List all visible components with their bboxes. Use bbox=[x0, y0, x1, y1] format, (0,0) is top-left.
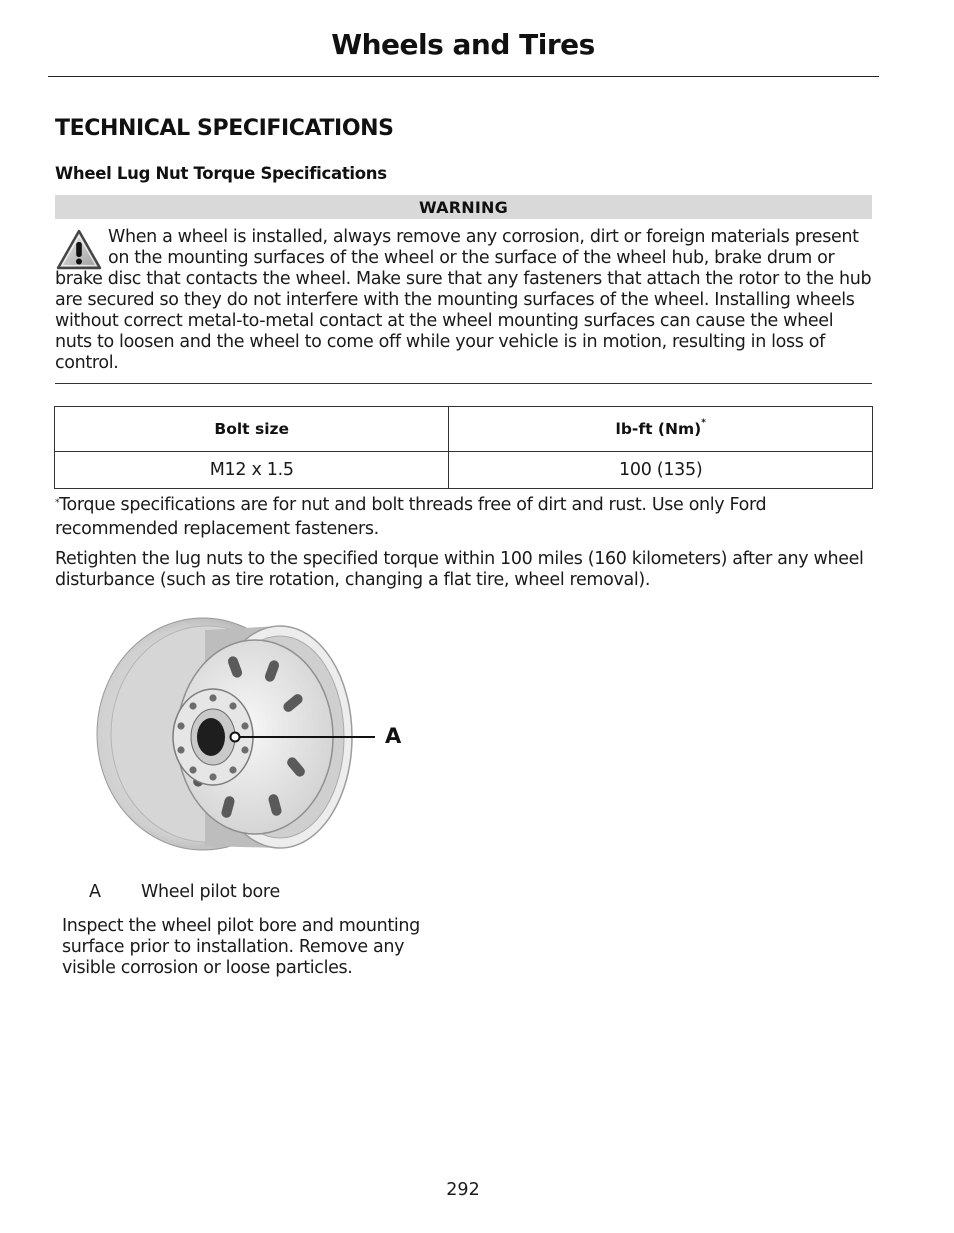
callout-label-a: A bbox=[385, 724, 402, 748]
warning-divider bbox=[55, 383, 872, 384]
warning-label: WARNING bbox=[55, 195, 872, 219]
table-cell-torque: 100 (135) bbox=[449, 452, 873, 489]
table-cell-bolt-size: M12 x 1.5 bbox=[55, 452, 449, 489]
legend-label: Wheel pilot bore bbox=[141, 882, 280, 902]
table-header-torque: lb-ft (Nm)* bbox=[449, 407, 873, 452]
page-number: 292 bbox=[446, 1180, 480, 1200]
legend-key: A bbox=[89, 882, 101, 902]
warning-text: When a wheel is installed, always remove any corrosion, dirt or foreign materials present on the mounting surfaces of the wheel or the surface of the wheel hub, brake drum or brake disc that contacts the wheel. Make sure that any fasteners that attach the rotor to the hub are secured so they do not interfere with the mounting surfaces of the wheel. Installing wheels without correct metal-to-metal contact at the wheel mounting surfaces can cause the wheel nuts to loosen and the wheel to come off while your vehicle is in motion, resulting in loss of control. bbox=[55, 227, 872, 373]
page-title: Wheels and Tires bbox=[331, 28, 595, 61]
table-header-bolt-size: Bolt size bbox=[55, 407, 449, 452]
torque-spec-table bbox=[54, 406, 873, 489]
retighten-paragraph: Retighten the lug nuts to the specified torque within 100 miles (160 kilometers) after any wheel disturbance (such as tire rotation, changing a flat tire, wheel removal). bbox=[55, 549, 864, 590]
footnote bbox=[55, 493, 873, 541]
section-heading: TECHNICAL SPECIFICATIONS bbox=[55, 116, 394, 141]
footnote-marker: * bbox=[701, 418, 706, 428]
table-header-row bbox=[55, 407, 873, 452]
sub-heading: Wheel Lug Nut Torque Specifications bbox=[55, 164, 387, 183]
title-divider bbox=[48, 76, 879, 77]
wheel-illustration bbox=[95, 616, 415, 860]
warning-text-block bbox=[55, 227, 873, 374]
footnote-text: Torque specifications are for nut and bolt threads free of dirt and rust. Use only Ford recommended replacement fasteners. bbox=[55, 495, 767, 539]
inspect-paragraph: Inspect the wheel pilot bore and mounting surface prior to installation. Remove any visible corrosion or loose particles. bbox=[62, 916, 420, 978]
figure-legend-item bbox=[89, 882, 280, 902]
footnote-marker: * bbox=[55, 498, 60, 508]
table-row bbox=[55, 452, 873, 489]
